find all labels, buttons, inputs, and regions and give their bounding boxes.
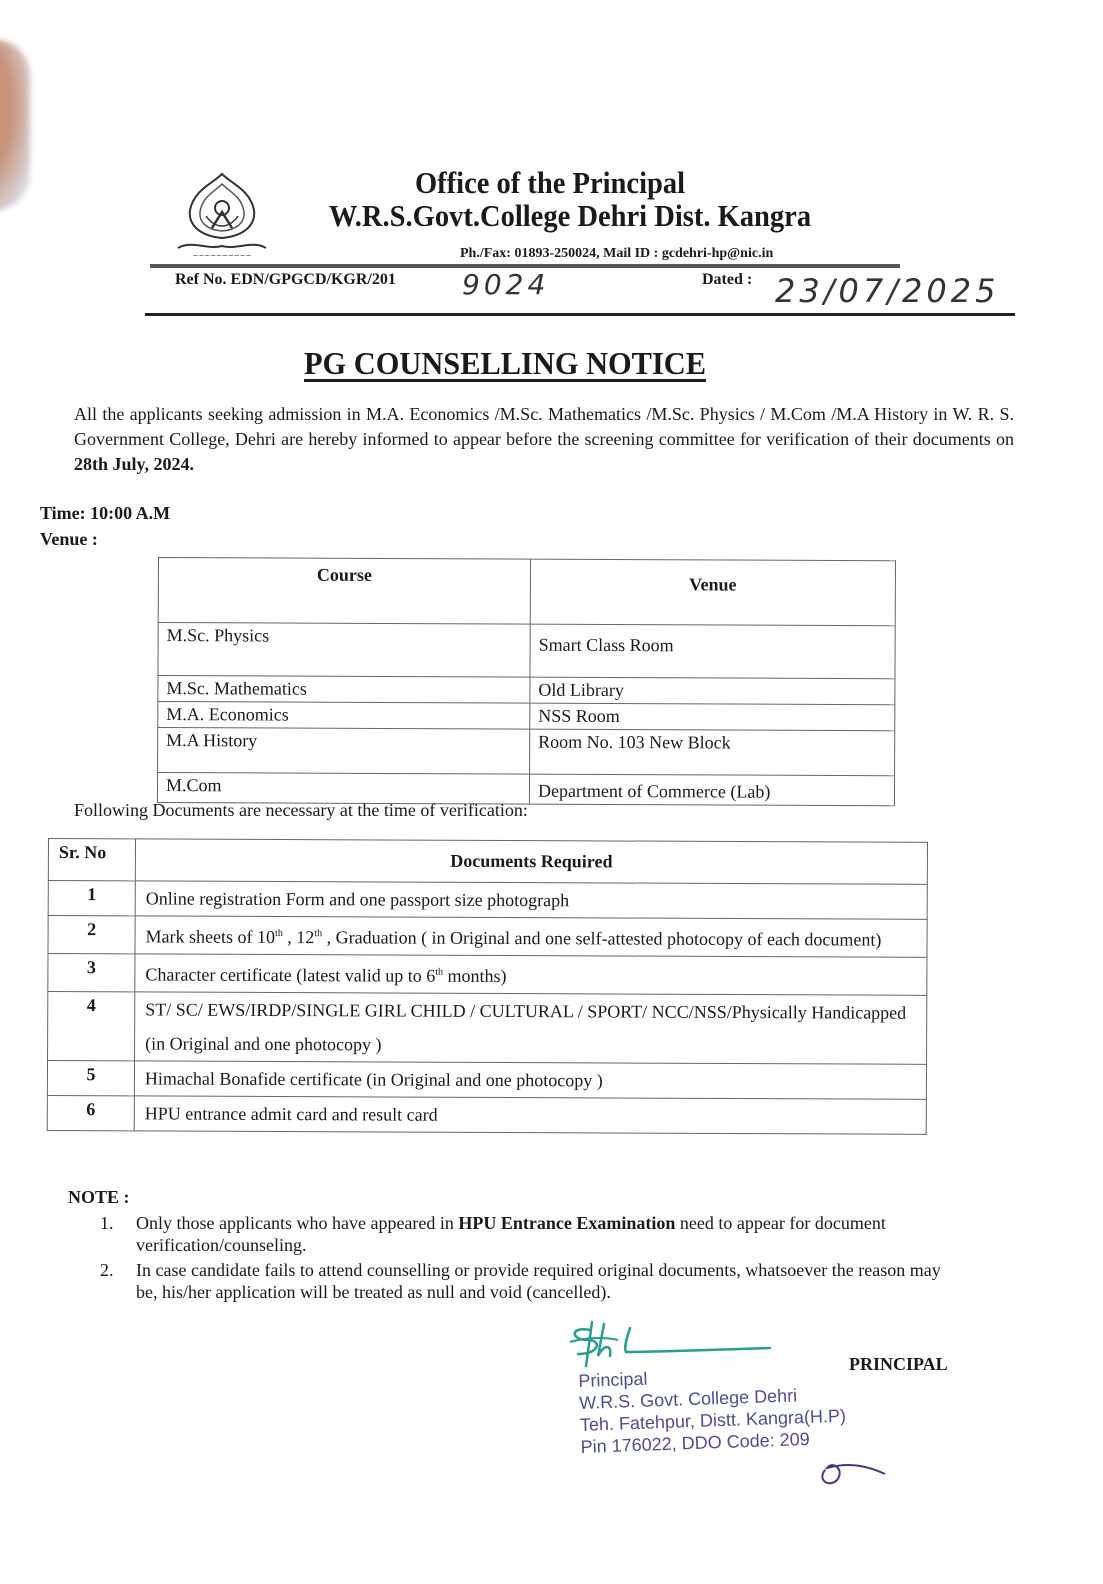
signature-icon (560, 1318, 780, 1368)
ref-number-label: Ref No. EDN/GPGCD/KGR/201 (175, 271, 396, 288)
sr-cell: 1 (48, 881, 135, 916)
venue-label: Venue : (40, 529, 98, 549)
documents-table (47, 838, 928, 1135)
table-row (158, 728, 895, 776)
note-number: 1. (100, 1213, 114, 1233)
stamp-line: Pin 176022, DDO Code: 209 (580, 1428, 811, 1457)
note-label: NOTE : (68, 1187, 130, 1207)
header-documents: Documents Required (135, 839, 927, 884)
venue-cell: Department of Commerce (Lab) (529, 774, 894, 806)
sr-cell: 5 (47, 1061, 134, 1096)
venue-cell: Old Library (530, 677, 895, 705)
intro-paragraph (74, 402, 1014, 477)
note-text-part: need to appear for document verification/counseling. (136, 1213, 886, 1255)
doc-sup: th (435, 966, 444, 978)
document-cell: Online registration Form and one passport size photograph (135, 881, 927, 919)
ref-number-handwritten: 9024 (462, 268, 550, 301)
course-cell: M.Sc. Mathematics (158, 676, 530, 704)
finger-artifact (0, 40, 30, 210)
intro-date: 28th July, 2024. (74, 454, 195, 474)
doc-text: Mark sheets of 10 (145, 926, 276, 947)
course-cell: M.A History (158, 728, 530, 775)
documents-table-header (48, 839, 927, 885)
doc-text: Character certificate (latest valid up to 6 (145, 964, 436, 986)
venue-cell: Smart Class Room (530, 624, 895, 679)
header-venue: Venue (530, 559, 895, 626)
header-bottom-rule (145, 313, 1015, 316)
table-row (48, 916, 927, 958)
college-name: W.R.S.Govt.College Dehri Dist. Kangra (328, 198, 812, 233)
initials-icon (815, 1440, 895, 1490)
document-cell (135, 954, 927, 995)
document-cell: ST/ SC/ EWS/IRDP/SINGLE GIRL CHILD / CULTURAL / SPORT/ NCC/NSS/Physically Handicapped (in Original and one photocopy ) (135, 992, 927, 1064)
note-text-bold: HPU Entrance Examination (458, 1213, 676, 1233)
svg-text:~~~~~~~~~~: ~~~~~~~~~~ (192, 252, 252, 260)
venue-table (157, 557, 896, 806)
dated-label: Dated : (702, 271, 753, 288)
stamp-line: W.R.S. Govt. College Dehri (578, 1385, 798, 1413)
venue-table-header (158, 558, 895, 626)
table-row (158, 702, 895, 731)
doc-text: , 12 (282, 927, 315, 948)
doc-sup: th (314, 928, 323, 940)
college-emblem-icon (172, 170, 272, 260)
notice-title: PG COUNSELLING NOTICE (303, 345, 707, 381)
dated-handwritten: 23/07/2025 (775, 272, 1000, 310)
table-row (48, 954, 927, 996)
table-row (158, 623, 895, 679)
document-cell (135, 916, 927, 957)
note-number: 2. (100, 1260, 114, 1280)
sr-cell: 6 (47, 1095, 134, 1130)
venue-cell: NSS Room (530, 703, 895, 731)
doc-text: , Graduation ( in Original and one self-attested photocopy of each document) (322, 927, 882, 950)
office-title: Office of the Principal (414, 165, 686, 200)
doc-text: months) (443, 965, 507, 987)
sr-cell: 2 (48, 916, 135, 954)
table-row (158, 676, 895, 705)
venue-cell: Room No. 103 New Block (530, 729, 895, 776)
course-cell: M.Sc. Physics (158, 623, 530, 678)
sr-cell: 3 (48, 954, 135, 992)
sr-cell: 4 (48, 992, 135, 1061)
stamp-line: Principal (578, 1368, 648, 1391)
header-course: Course (158, 558, 530, 625)
note-item (100, 1259, 950, 1303)
note-text: In case candidate fails to attend counselling or provide required original documents, whatsoever the reason may be, his/her application will be treated as null and void (cancelled). (136, 1260, 941, 1302)
notes-list (100, 1212, 950, 1306)
note-text (136, 1212, 950, 1256)
table-row (47, 1095, 926, 1134)
document-cell: HPU entrance admit card and result card (134, 1096, 926, 1134)
intro-text: All the applicants seeking admission in M.A. Economics /M.Sc. Mathematics /M.Sc. Physics / M.Com /M.A History in W. R. S. Government College, Dehri are hereby informed to appear before the screening committee for verification of their documents on (74, 404, 1014, 449)
time-line: Time: 10:00 A.M (40, 503, 171, 523)
table-row (48, 992, 927, 1065)
table-row (47, 1061, 926, 1100)
note-item (100, 1212, 950, 1256)
contact-info: Ph./Fax: 01893-250024, Mail ID : gcdehri-hp@nic.in (460, 246, 774, 261)
table-row (48, 881, 927, 920)
stamp-line: Teh. Fatehpur, Distt. Kangra(H.P) (579, 1405, 847, 1435)
official-stamp (578, 1361, 847, 1458)
principal-designation: PRINCIPAL (849, 1354, 948, 1374)
course-cell: M.Com (157, 773, 529, 805)
documents-intro: Following Documents are necessary at the time of verification: (74, 800, 528, 820)
doc-sup: th (275, 927, 283, 940)
document-cell: Himachal Bonafide certificate (in Original and one photocopy ) (134, 1061, 926, 1099)
course-cell: M.A. Economics (158, 702, 530, 730)
header-sr-no: Sr. No (48, 839, 135, 881)
note-text-part: Only those applicants who have appeared in (136, 1213, 459, 1233)
